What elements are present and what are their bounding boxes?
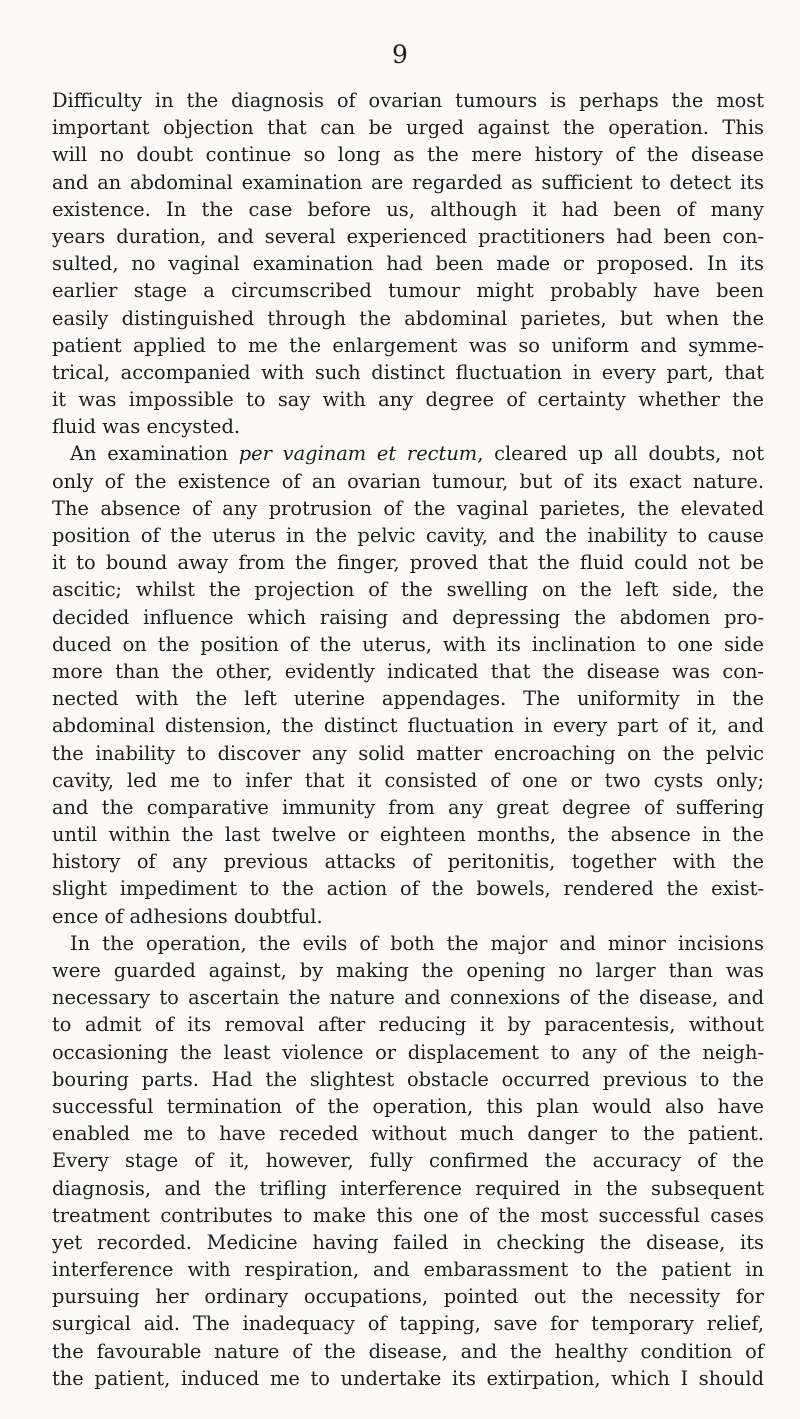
text-line: it was impossible to say with any degree of certainty whether the bbox=[52, 388, 764, 412]
text-line: trical, accompanied with such distinct fluctuation in every part, that bbox=[52, 360, 764, 384]
text-line: ence of adhesions doubtful. bbox=[52, 904, 323, 928]
text-line: occasioning the least violence or displacement to any of the neigh- bbox=[52, 1040, 764, 1064]
text-line: to admit of its removal after reducing it by paracentesis, without bbox=[52, 1013, 764, 1037]
text-line: earlier stage a circumscribed tumour might probably have been bbox=[52, 279, 764, 303]
text-line: enabled me to have receded without much danger to the patient. bbox=[52, 1122, 764, 1146]
text-line: ascitic; whilst the projection of the swelling on the left side, the bbox=[52, 578, 764, 602]
text-line: important objection that can be urged against the operation. This bbox=[52, 116, 764, 140]
text-line: successful termination of the operation, this plan would also have bbox=[52, 1094, 764, 1118]
text-line: cavity, led me to infer that it consisted of one or two cysts only; bbox=[52, 768, 764, 792]
text-line: interference with respiration, and embarassment to the patient in bbox=[52, 1258, 764, 1282]
text-line: In the operation, the evils of both the major and minor incisions bbox=[70, 931, 764, 955]
text-line: and the comparative immunity from any great degree of suffering bbox=[52, 795, 764, 819]
text-line: sulted, no vaginal examination had been made or proposed. In its bbox=[52, 252, 764, 276]
text-line: slight impediment to the action of the bowels, rendered the exist- bbox=[52, 877, 764, 901]
text-line: decided influence which raising and depressing the abdomen pro- bbox=[52, 605, 764, 629]
text-line: the patient, induced me to undertake its extirpation, which I should bbox=[52, 1366, 764, 1390]
text-line: Every stage of it, however, fully confirmed the accuracy of the bbox=[52, 1149, 764, 1173]
text-line: fluid was encysted. bbox=[52, 415, 241, 439]
text-line: history of any previous attacks of peritonitis, together with the bbox=[52, 850, 764, 874]
text-line: The absence of any protrusion of the vaginal parietes, the elevated bbox=[52, 496, 764, 520]
text-line: years duration, and several experienced practitioners had been con- bbox=[52, 224, 764, 248]
text-line: the inability to discover any solid matter encroaching on the pelvic bbox=[52, 741, 764, 765]
text-segment: , cleared up all doubts, not bbox=[477, 442, 764, 466]
text-line: necessary to ascertain the nature and connexions of the disease, and bbox=[52, 986, 764, 1010]
text-line: pursuing her ordinary occupations, pointed out the necessity for bbox=[52, 1285, 764, 1309]
text-line bbox=[52, 440, 764, 467]
text-line: will no doubt continue so long as the mere history of the disease bbox=[52, 143, 764, 167]
text-line: nected with the left uterine appendages. The uniformity in the bbox=[52, 687, 764, 711]
text-segment: An examination bbox=[70, 442, 228, 466]
text-line: only of the existence of an ovarian tumour, but of its exact nature. bbox=[52, 469, 764, 493]
text-line: duced on the position of the uterus, with its inclination to one side bbox=[52, 632, 764, 656]
page-number: 9 bbox=[392, 40, 408, 69]
text-line: the favourable nature of the disease, and the healthy condition of bbox=[52, 1339, 764, 1363]
page-body-text bbox=[52, 87, 764, 1392]
text-line: position of the uterus in the pelvic cavity, and the inability to cause bbox=[52, 524, 764, 547]
text-line: it to bound away from the finger, proved that the fluid could not be bbox=[52, 551, 764, 575]
text-line: patient applied to me the enlargement was so uniform and symme- bbox=[52, 333, 764, 357]
text-line: yet recorded. Medicine having failed in checking the disease, its bbox=[52, 1230, 764, 1254]
text-line: easily distinguished through the abdominal parietes, but when the bbox=[52, 306, 764, 330]
text-line: until within the last twelve or eighteen months, the absence in the bbox=[52, 823, 764, 847]
text-line: and an abdominal examination are regarded as sufficient to detect its bbox=[52, 170, 764, 194]
text-line: existence. In the case before us, although it had been of many bbox=[52, 197, 764, 221]
text-line: surgical aid. The inadequacy of tapping, save for temporary relief, bbox=[52, 1312, 764, 1336]
text-line: were guarded against, by making the opening no larger than was bbox=[52, 959, 764, 982]
italic-phrase: per vaginam et rectum bbox=[238, 442, 478, 466]
text-line: abdominal distension, the distinct fluctuation in every part of it, and bbox=[52, 714, 764, 738]
text-line: diagnosis, and the trifling interference required in the subsequent bbox=[52, 1176, 764, 1200]
text-line: treatment contributes to make this one of the most successful cases bbox=[52, 1203, 764, 1227]
text-line: bouring parts. Had the slightest obstacle occurred previous to the bbox=[52, 1067, 764, 1091]
text-line: more than the other, evidently indicated that the disease was con- bbox=[52, 659, 764, 683]
text-line: Difficulty in the diagnosis of ovarian tumours is perhaps the most bbox=[52, 89, 764, 112]
